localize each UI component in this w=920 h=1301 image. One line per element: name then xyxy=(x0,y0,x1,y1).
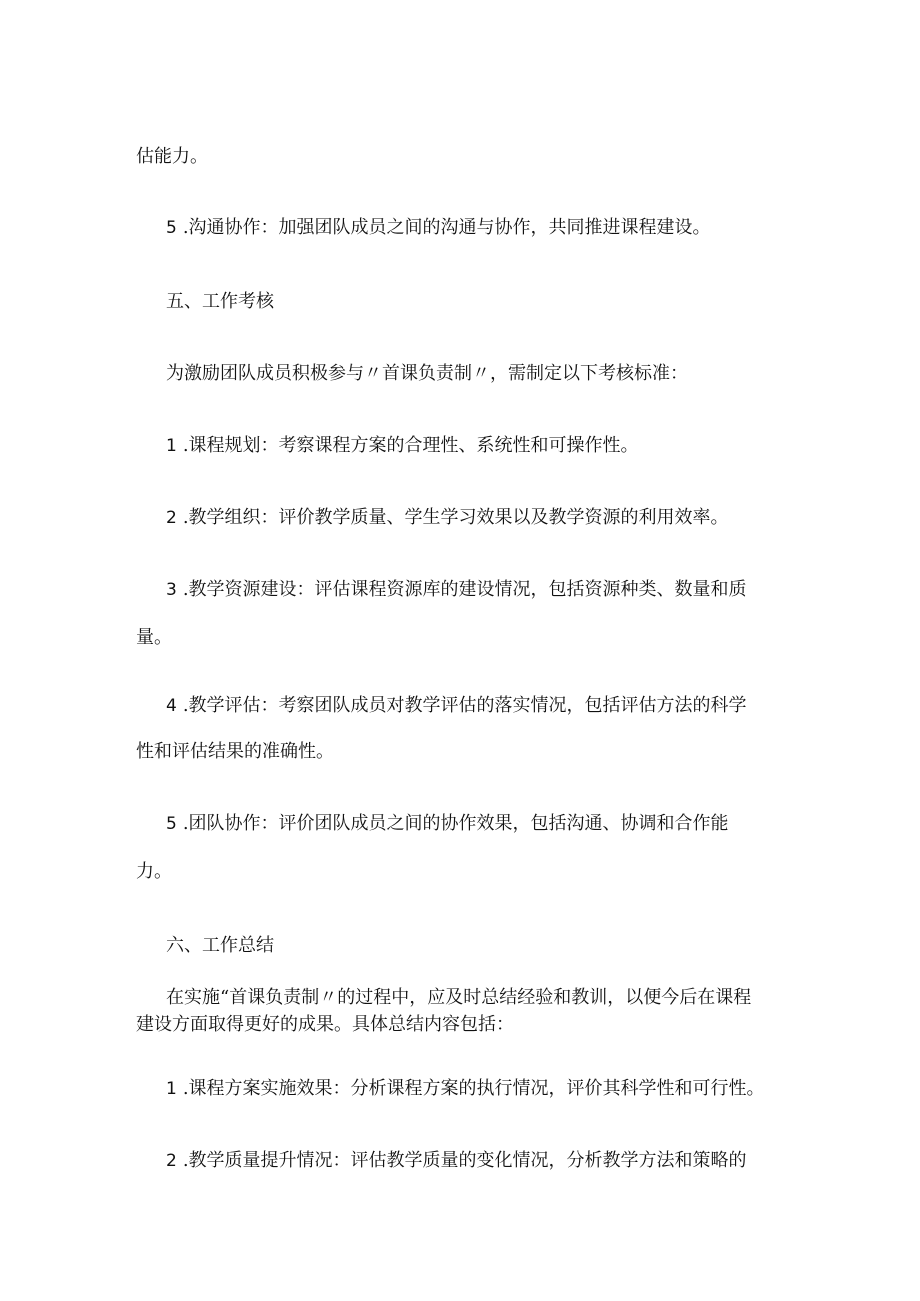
list-text: .教学质量提升情况：评估教学质量的变化情况，分析教学方法和策略的 xyxy=(182,1150,747,1171)
list-number: 1 xyxy=(166,1079,177,1099)
list-text: .教学资源建设：评估课程资源库的建设情况，包括资源种类、数量和质 xyxy=(182,579,747,600)
list-number: 1 xyxy=(166,436,177,456)
list-number: 2 xyxy=(166,1151,177,1171)
list-item xyxy=(166,1149,747,1173)
list-item xyxy=(166,434,639,458)
list-number: 5 xyxy=(166,218,177,238)
paragraph: 在实施“首课负责制〃的过程中，应及时总结经验和教训，以便今后在课程 xyxy=(166,987,752,1008)
list-item xyxy=(166,1077,765,1101)
list-number: 2 xyxy=(166,508,177,528)
list-item-continuation: 力。 xyxy=(136,861,172,882)
list-number: 5 xyxy=(166,814,177,834)
section-heading: 六、工作总结 xyxy=(166,935,274,956)
paragraph-continuation: 估能力。 xyxy=(136,146,208,167)
list-text: .教学组织：评价教学质量、学生学习效果以及教学资源的利用效率。 xyxy=(182,507,729,528)
list-text: .沟通协作：加强团队成员之间的沟通与协作，共同推进课程建设。 xyxy=(182,217,711,238)
list-item-continuation: 量。 xyxy=(136,627,172,648)
list-text: .团队协作：评价团队成员之间的协作效果，包括沟通、协调和合作能 xyxy=(182,813,729,834)
paragraph-continuation: 建设方面取得更好的成果。具体总结内容包括： xyxy=(136,1014,514,1035)
list-text: .课程规划：考察课程方案的合理性、系统性和可操作性。 xyxy=(182,435,639,456)
list-item xyxy=(166,812,729,836)
list-text: .课程方案实施效果：分析课程方案的执行情况，评价其科学性和可行性。 xyxy=(182,1078,765,1099)
list-number: 3 xyxy=(166,580,177,600)
paragraph: 为激励团队成员积极参与〃首课负责制〃，需制定以下考核标准： xyxy=(166,363,688,384)
list-number: 4 xyxy=(166,696,177,716)
list-text: .教学评估：考察团队成员对教学评估的落实情况，包括评估方法的科学 xyxy=(182,695,747,716)
list-item xyxy=(166,506,729,530)
list-item xyxy=(166,578,747,602)
list-item-continuation: 性和评估结果的准确性。 xyxy=(136,741,334,762)
section-heading: 五、工作考核 xyxy=(166,291,274,312)
list-item xyxy=(166,694,747,718)
list-item xyxy=(166,216,711,240)
